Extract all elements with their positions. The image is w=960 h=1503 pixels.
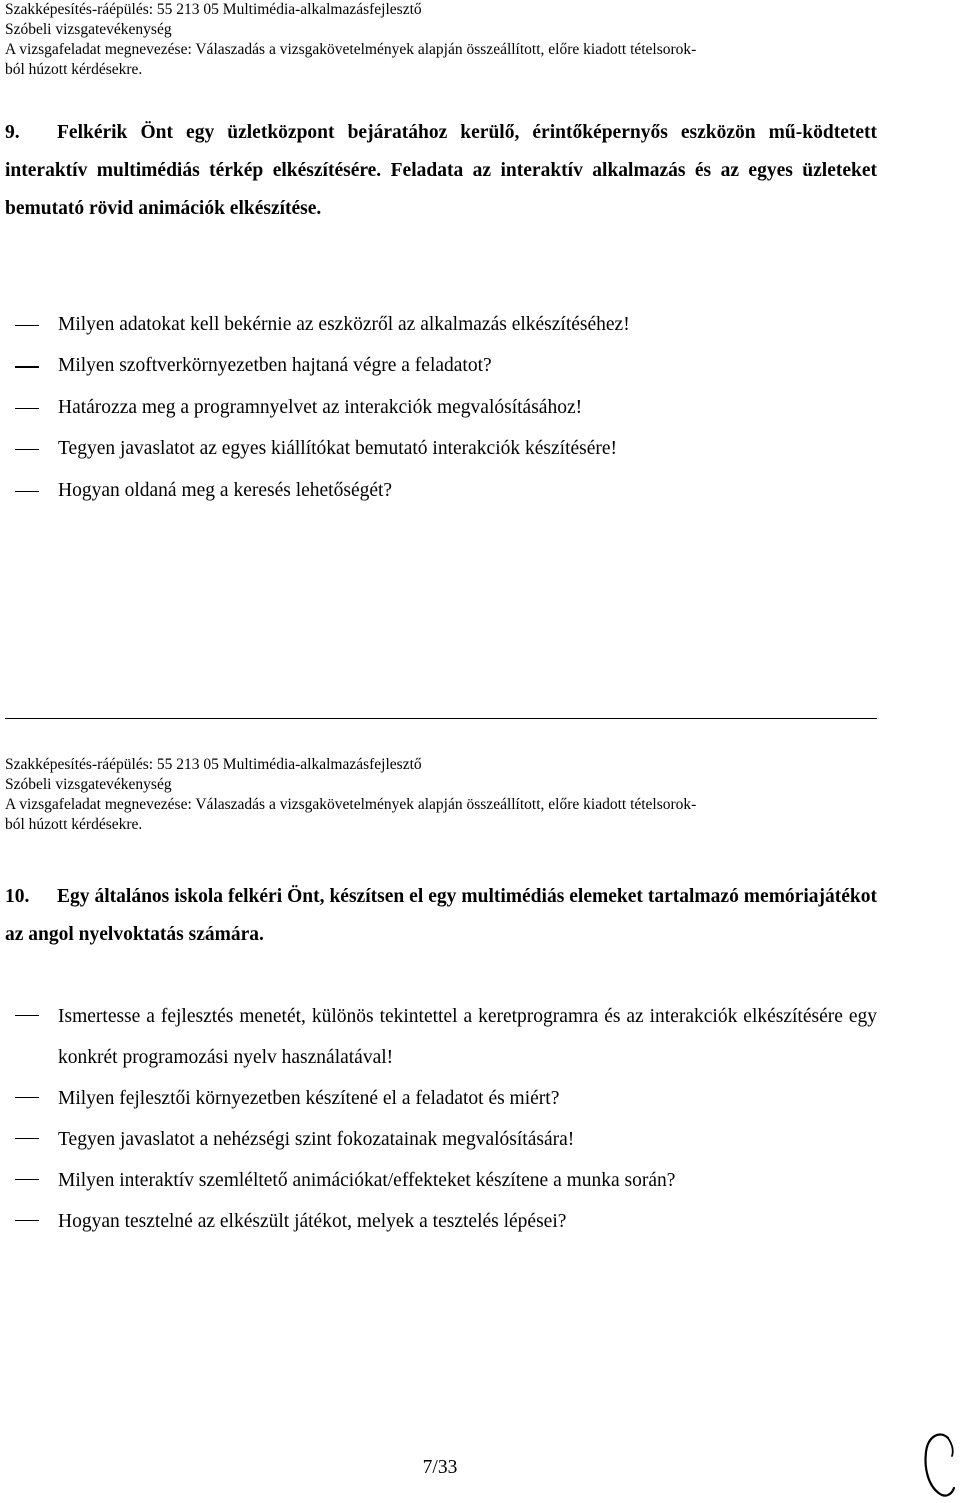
header-exam-activity: Szóbeli vizsgatevékenység: [5, 21, 172, 38]
dash-bullet-icon: [15, 1220, 39, 1221]
list-item: [5, 472, 877, 513]
dash-bullet-icon: [15, 325, 39, 326]
question-number: 10.: [5, 886, 30, 907]
list-item: [5, 1119, 877, 1160]
dash-bullet-icon: [15, 408, 39, 409]
section-divider: [5, 718, 877, 719]
list-item-text: Ismertesse a fejlesztés menetét, különös tekintettel a keretprogramra és az interakciók elkészítésére egy konkrét programozási nyelv használatával!: [58, 1006, 877, 1068]
list-item: [5, 1160, 877, 1201]
header-exam-activity: Szóbeli vizsgatevékenység: [5, 776, 172, 793]
question-text: Felkérik Önt egy üzletközpont bejáratához kerülő, érintőképernyős eszközön mű-ködtetett interaktív multimédiás térkép elkészítésére. Feladata az interaktív alkalmazás és az egyes üzleteket bemutató rövid animációk elkészítése.: [5, 122, 877, 219]
list-item-text: Milyen interaktív szemléltető animációkat/effekteket készítene a munka során?: [58, 1170, 676, 1191]
header-task-name-cont: ból húzott kérdésekre.: [5, 61, 143, 78]
dash-bullet-icon: [15, 1138, 39, 1139]
list-item-text: Milyen fejlesztői környezetben készítené el a feladatot és miért?: [58, 1088, 560, 1109]
question-9-items: [5, 306, 877, 513]
list-item: [5, 996, 877, 1078]
question-text: Egy általános iskola felkéri Önt, készítsen el egy multimédiás elemeket tartalmazó memóriajátékot az angol nyelvoktatás számára.: [5, 886, 877, 945]
list-item-text: Tegyen javaslatot az egyes kiállítókat bemutató interakciók készítésére!: [58, 438, 618, 460]
dash-bullet-icon: [15, 449, 39, 450]
page-number: 7/33: [422, 1457, 458, 1478]
list-item: [5, 1201, 877, 1242]
header-qualification: Szakképesítés-ráépülés: 55 213 05 Multimédia-alkalmazásfejlesztő: [5, 756, 422, 773]
dash-bullet-icon: [15, 366, 39, 367]
list-item: [5, 1078, 877, 1119]
dash-bullet-icon: [15, 491, 39, 492]
list-item-text: Milyen szoftverkörnyezetben hajtaná végre a feladatot?: [58, 355, 492, 377]
dash-bullet-icon: [15, 1097, 39, 1098]
signature-icon: [918, 1428, 960, 1500]
header-task-name: A vizsgafeladat megnevezése: Válaszadás a vizsgakövetelmények alapján összeállított, előre kiadott tételsorok-: [5, 41, 697, 58]
header-task-name: A vizsgafeladat megnevezése: Válaszadás a vizsgakövetelmények alapján összeállított, előre kiadott tételsorok-: [5, 796, 697, 813]
page-header-top: [5, 0, 696, 80]
list-item: [5, 306, 877, 347]
list-item: [5, 347, 877, 388]
question-9-title: [5, 114, 877, 228]
list-item-text: Hogyan tesztelné az elkészült játékot, melyek a tesztelés lépései?: [58, 1211, 567, 1232]
question-number: 9.: [5, 122, 20, 143]
list-item: [5, 430, 877, 471]
list-item: [5, 389, 877, 430]
header-task-name-cont: ból húzott kérdésekre.: [5, 816, 143, 833]
list-item-text: Milyen adatokat kell bekérnie az eszközről az alkalmazás elkészítéséhez!: [58, 314, 630, 335]
dash-bullet-icon: [15, 1179, 39, 1180]
dash-bullet-icon: [15, 1015, 39, 1016]
list-item-text: Tegyen javaslatot a nehézségi szint fokozatainak megvalósítására!: [58, 1129, 575, 1150]
question-10-items: [5, 996, 877, 1242]
header-qualification: Szakképesítés-ráépülés: 55 213 05 Multimédia-alkalmazásfejlesztő: [5, 1, 422, 18]
question-10-title: [5, 878, 877, 954]
list-item-text: Határozza meg a programnyelvet az interakciók megvalósításához!: [58, 396, 583, 418]
list-item-text: Hogyan oldaná meg a keresés lehetőségét?: [58, 479, 393, 501]
page-header-repeat: [5, 755, 696, 835]
